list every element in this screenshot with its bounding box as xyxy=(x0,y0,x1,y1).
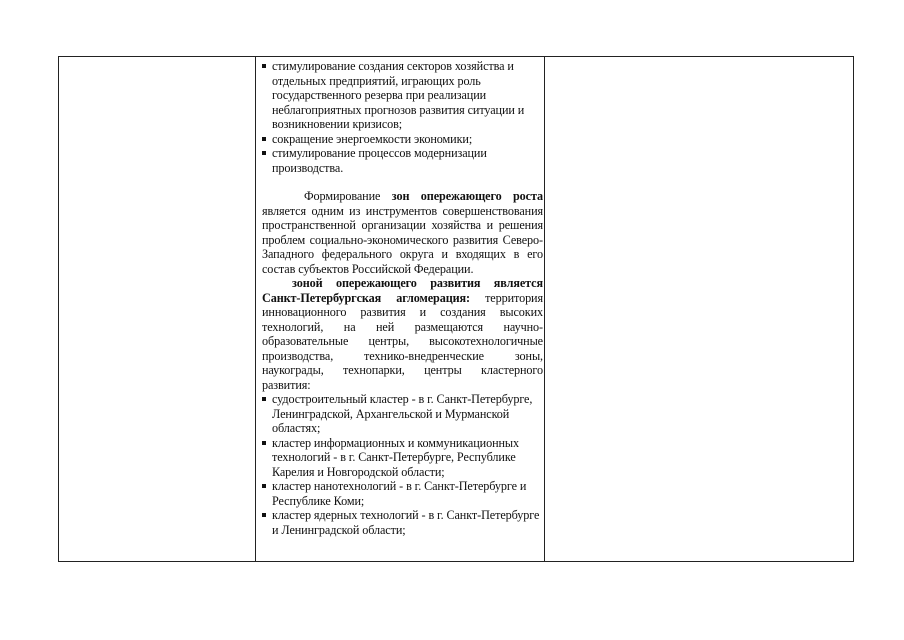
bullet-item: кластер информационных и коммуникационных технологий - в г. Санкт-Петербурге, Республике Карелия и Новгородской области; xyxy=(262,436,543,480)
bullet-item: кластер нанотехнологий - в г. Санкт-Петербурге и Республике Коми; xyxy=(262,479,543,508)
paragraph-spb-agglomeration: зоной опережающего развития является Санкт-Петербургская агломерация: территория инновационного развития и создания высоких технологий, на ней размещаются научно-образовательные центры, высокотехнологичные производства, технико-внедренческие зоны, наукограды, технопарки, центры кластерного развития: xyxy=(262,276,543,392)
spacer xyxy=(262,175,543,189)
bullet-item: кластер ядерных технологий - в г. Санкт-Петербурге и Ленинградской области; xyxy=(262,508,543,537)
column-divider-left xyxy=(255,57,256,561)
document-table xyxy=(58,56,854,562)
column-divider-right xyxy=(544,57,545,561)
bullet-item: стимулирование создания секторов хозяйства и отдельных предприятий, играющих роль государственного резерва при реализации неблагоприятных прогнозов развития ситуации и возникновении кризисов; xyxy=(262,59,543,132)
bullet-item: сокращение энергоемкости экономики; xyxy=(262,132,543,147)
bullet-item: стимулирование процессов модернизации производства. xyxy=(262,146,543,175)
middle-cell xyxy=(262,59,543,537)
paragraph-growth-zones: Формирование зон опережающего роста является одним из инструментов совершенствования пространственной организации хозяйства и решения проблем социально-экономического развития Северо-Западного федерального округа и входящих в его состав субъектов Российской Федерации. xyxy=(262,189,543,276)
bullet-item: судостроительный кластер - в г. Санкт-Петербурге, Ленинградской, Архангельской и Мурманской областях; xyxy=(262,392,543,436)
